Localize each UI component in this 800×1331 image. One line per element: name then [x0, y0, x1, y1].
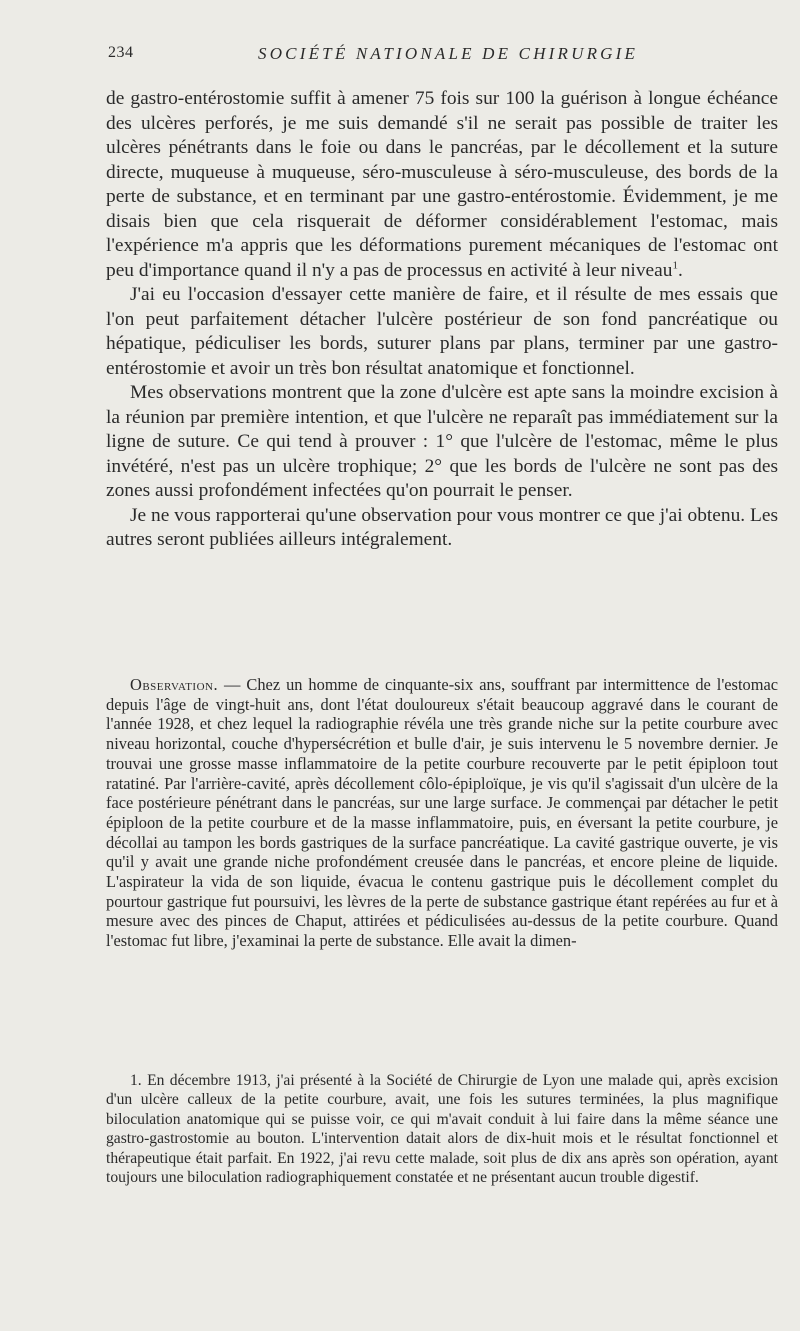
footnote — [106, 1071, 778, 1187]
main-text — [106, 87, 778, 553]
paragraph-text: de gastro-entérostomie suffit à amener 75 fois sur 100 la guérison à longue échéance des ulcères perforés, je me suis demandé s'il ne serait pas possible de traiter les ulcères pénétrants dans le foie ou dans le pancréas, par le décollement et la suture directe, muqueuse à muqueuse, séro-musculeuse à séro-musculeuse, des bords de la perte de substance, et en terminant par une gastro-entérostomie. Évidemment, je me disais bien que cela risquerait de déformer considérablement l'estomac, mais l'expérience m'a appris que les déformations purement mécaniques de l'estomac ont peu d'importance quand il n'y a pas de processus en activité à leur niveau — [106, 88, 778, 281]
footnote-text: 1. En décembre 1913, j'ai présenté à la Société de Chirurgie de Lyon une malade qui, après excision d'un ulcère calleux de la petite courbure, avait, une fois les sutures terminées, la plus magnifique biloculation anatomique qui se puisse voir, ce qui m'avait conduit à lui faire dans la même séance une gastro-gastrostomie au bouton. L'intervention datait alors de dix-huit mois et le résultat fonctionnel et thérapeutique était parfait. En 1922, j'ai revu cette malade, soit plus de dix ans après son opération, ayant toujours une biloculation radiographiquement constatée et ne présentant aucun trouble digestif. — [106, 1072, 778, 1187]
footnote-reference[interactable]: 1 — [672, 259, 678, 272]
observation-label: Observation. — [130, 675, 219, 694]
observation-paragraph — [106, 675, 778, 951]
paragraph: Je ne vous rapporterai qu'une observation pour vous montrer ce que j'ai obtenu. Les autres seront publiées ailleurs intégralement. — [106, 504, 778, 550]
observation-section — [106, 675, 778, 951]
paragraph-end: . — [677, 259, 683, 281]
page-header — [108, 44, 776, 68]
page-number: 234 — [108, 44, 134, 61]
paragraph-continued — [106, 87, 778, 283]
paragraph: J'ai eu l'occasion d'essayer cette manière de faire, et il résulte de mes essais que l'on peut parfaitement détacher l'ulcère postérieur de son fond pancréatique ou hépatique, pédiculiser les bords, suturer plans par plans, terminer par une gastro-entérostomie et avoir un très bon résultat anatomique et fonctionnel. — [106, 284, 778, 379]
paragraph: Mes observations montrent que la zone d'ulcère est apte sans la moindre excision à la réunion par première intention, et que l'ulcère ne reparaît pas immédiatement sur la ligne de suture. Ce qui tend à prouver : 1° que l'ulcère de l'estomac, même le plus invétéré, n'est pas un ulcère trophique; 2° que les bords de l'ulcère ne sont pas des zones aussi profondément infectées qu'on pourrait le penser. — [106, 382, 778, 501]
observation-text: — Chez un homme de cinquante-six ans, souffrant par intermittence de l'estomac depuis l'âge de vingt-huit ans, dont l'état douloureux s'était beaucoup aggravé dans le courant de l'année 1928, et chez lequel la radiographie révéla une très grande niche sur la petite courbure avec niveau horizontal, couche d'hypersécrétion et bulle d'air, je suis intervenu le 5 novembre dernier. Je trouvai une grosse masse inflammatoire de la petite courbure recouverte par le petit épiploon tout ratatiné. Par l'arrière-cavité, après décollement côlo-épiploïque, je vis qu'il s'agissait d'un ulcère de la face postérieure pénétrant dans le pancréas, sur une large surface. Je commençai par détacher le petit épiploon de la petite courbure et de la masse inflammatoire, puis, en éversant la petite courbure, je décollai au tampon les bords gastriques de la surface pancréatique. La cavité gastrique ouverte, je vis qu'il y avait une grande niche profondément creusée dans le pancréas, et encore pleine de liquide. L'aspirateur la vida de son liquide, évacua le contenu gastrique puis le décollement complet du pourtour gastrique fut poursuivi, les lèvres de la perte de substance gastrique étant repérées au fur et à mesure avec des pinces de Chaput, attirées et pédiculisées au-dessus de la petite courbure. Quand l'estomac fut libre, j'examinai la perte de substance. Elle avait la dimen- — [106, 675, 778, 951]
running-title: SOCIÉTÉ NATIONALE DE CHIRURGIE — [258, 44, 639, 63]
